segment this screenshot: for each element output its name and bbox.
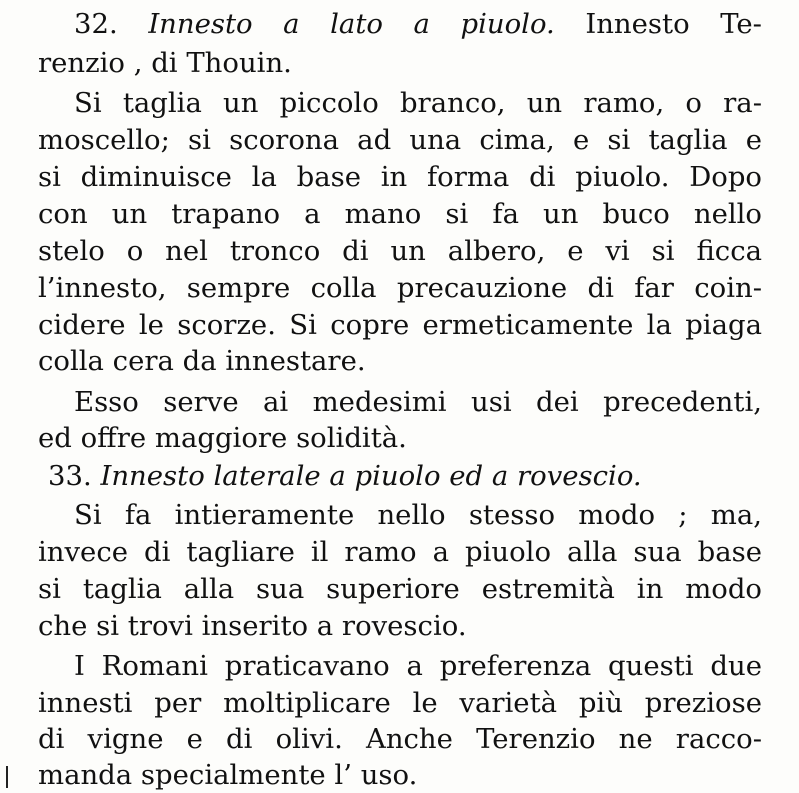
text-line: si taglia alla sua superiore estremità in modo [38,573,762,605]
text-line: Esso serve ai medesimi usi dei precedenti, [74,386,762,418]
text-line: con un trapano a mano si fa un buco nello [38,198,762,230]
text-line: l’innesto, sempre colla precauzione di far coin- [38,272,762,304]
page-edge-mark [6,766,8,788]
text-line: cidere le scorze. Si copre ermeticamente la piaga [38,309,762,341]
section-32-title-rest: Innesto Te- [585,8,762,40]
text-line: Si fa intieramente nello stesso modo ; ma, [74,499,762,531]
section-32-number: 32. [74,8,118,40]
section-32-heading [74,6,762,42]
text-line: invece di tagliare il ramo a piuolo alla sua base [38,536,762,568]
text-line: innesti per moltiplicare le varietà più preziose [38,687,762,719]
text-line: si diminuisce la base in forma di piuolo. Dopo [38,161,762,193]
text-line: di vigne e di olivi. Anche Terenzio ne racco- [38,723,762,755]
text-line: Si taglia un piccolo branco, un ramo, o ra- [74,87,762,119]
section-33-title: Innesto laterale a piuolo ed a rovescio. [100,460,642,492]
section-33-heading [48,458,772,494]
section-33-number: 33. [48,460,92,492]
text-line: manda specialmente l’ uso. [38,759,418,791]
text-line: ed offre maggiore solidità. [38,422,407,454]
section-32-heading-cont: renzio , di Thouin. [38,47,292,79]
text-line: I Romani praticavano a preferenza questi due [74,650,762,682]
text-line: che si trovi inserito a rovescio. [38,610,467,642]
text-line: moscello; si scorona ad una cima, e si taglia e [38,124,762,156]
section-32-title: Innesto a lato a piuolo. [148,8,555,40]
text-line: colla cera da innestare. [38,345,366,377]
text-line: stelo o nel tronco di un albero, e vi si ficca [38,235,762,267]
